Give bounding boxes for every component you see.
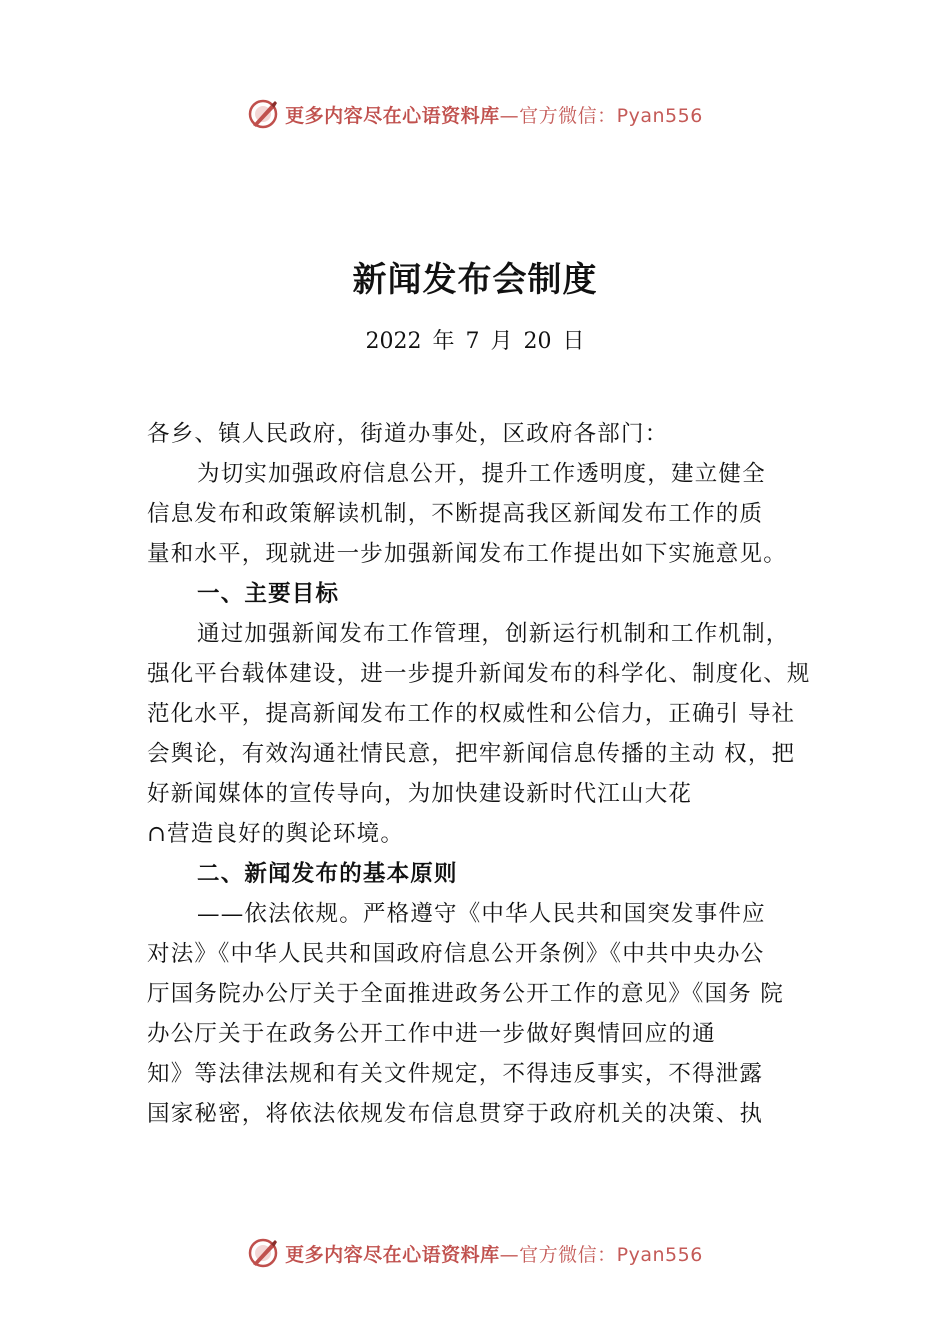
section2-line: 厅国务院办公厅关于全面推进政务公开工作的意见》《国务 院 <box>147 981 785 1007</box>
watermark-suffix-text: —官方微信：Pyan556 <box>499 104 703 127</box>
watermark-text <box>285 1240 703 1267</box>
section1-line: 强化平台载体建设，进一步提升新闻发布的科学化、制度化、规 <box>147 661 811 687</box>
watermark-main-text: 更多内容尽在心语资料库 <box>285 1243 500 1266</box>
section2-line: ——依法依规。严格遵守《中华人民共和国突发事件应 <box>197 901 766 927</box>
section2-line: 国家秘密，将依法依规发布信息贯穿于政府机关的决策、执 <box>147 1101 764 1127</box>
footer-watermark-banner <box>0 1233 950 1273</box>
watermark-main-text: 更多内容尽在心语资料库 <box>285 104 500 127</box>
document-body <box>147 414 837 1134</box>
intro-line: 为切实加强政府信息公开，提升工作透明度，建立健全 <box>197 461 766 487</box>
section1-line: 好新闻媒体的宣传导向，为加快建设新时代江山大花 <box>147 781 693 807</box>
section2-line: 知》等法律法规和有关文件规定，不得违反事实，不得泄露 <box>147 1061 764 1087</box>
section-heading-main-goals: 一、主要目标 <box>197 581 340 607</box>
watermark-text <box>285 101 703 128</box>
section1-line: ∩营造良好的舆论环境。 <box>147 821 405 847</box>
section1-line: 范化水平，提高新闻发布工作的权威性和公信力，正确引 导社 <box>147 701 796 727</box>
header-watermark-banner <box>0 94 950 134</box>
intro-line: 量和水平，现就进一步加强新闻发布工作提出如下实施意见。 <box>147 541 787 567</box>
intro-line: 信息发布和政策解读机制，不断提高我区新闻发布工作的质 <box>147 501 764 527</box>
pen-seal-logo-icon <box>247 98 279 130</box>
section2-line: 办公厅关于在政务公开工作中进一步做好舆情回应的通 <box>147 1021 716 1047</box>
section1-line: 通过加强新闻发布工作管理，创新运行机制和工作机制， <box>197 621 790 647</box>
pen-seal-logo-icon <box>247 1237 279 1269</box>
section-heading-basic-principles: 二、新闻发布的基本原则 <box>197 861 458 887</box>
section1-line: 会舆论，有效沟通社情民意，把牢新闻信息传播的主动 权，把 <box>147 741 796 767</box>
section2-line: 对法》《中华人民共和国政府信息公开条例》《中共中央办公 <box>147 941 765 967</box>
document-title: 新闻发布会制度 <box>352 260 598 300</box>
watermark-suffix-text: —官方微信：Pyan556 <box>499 1243 703 1266</box>
salutation: 各乡、镇人民政府，街道办事处，区政府各部门： <box>147 421 669 447</box>
document-date: 2022 年 7 月 20 日 <box>365 329 585 354</box>
